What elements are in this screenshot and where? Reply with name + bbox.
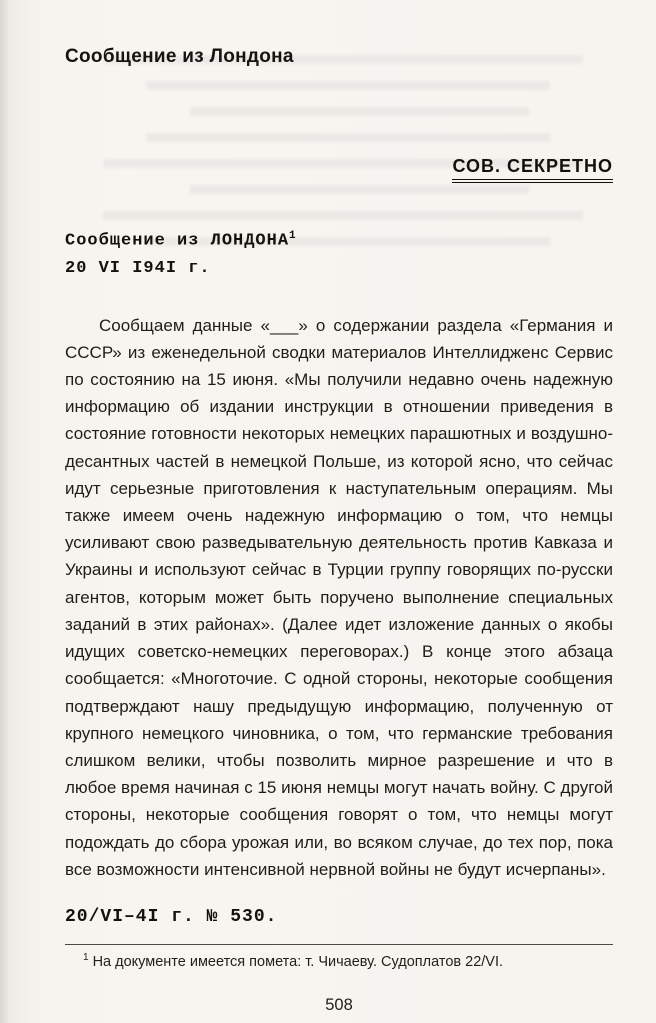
classification-stamp: СОВ. СЕКРЕТНО (452, 156, 613, 183)
footnote-text: На документе имеется помета: т. Чичаеву. Судоплатов 22/VI. (92, 953, 504, 970)
footnote-block (65, 944, 613, 970)
typed-header-date: 20 VI I94I г. (65, 258, 211, 278)
typed-header-title: Сообщение из ЛОНДОНА (65, 231, 290, 251)
document-body-paragraph: Сообщаем данные «___» о содержании раздела «Германия и СССР» из еженедельной сводки материалов Интеллидженс Сервис по состоянию на 15 июня. «Мы получили недавно очень надежную информацию об издании инструкции в отношении приведения в состояние готовности некоторых немецких парашютных и воздушно-десантных частей в немецкой Польше, из которой ясно, что сейчас идут серьезные приготовления к наступательным операциям. Мы также имеем очень надежную информацию о том, что немцы усиливают свою разведывательную деятельность против Кавказа и Украины и используют сейчас в Турции группу говорящих по-русски агентов, которым может быть поручено выполнение специальных заданий в этих районах». (Далее идет изложение данных о якобы идущих советско-немецких переговорах.) В конце этого абзаца сообщается: «Многоточие. С одной стороны, некоторые сообщения подтверждают нашу предыдущую информацию, полученную от крупного немецкого чиновника, о том, что германские требования слишком велики, чтобы позволить мирное разрешение и что в любое время начиная с 15 июня немцы могут начать войну. С другой стороны, некоторые сообщения говорят о том, что немцы могут подождать до сбора урожая или, во всяком случае, до тех пор, пока все возможности интенсивной нервной войны не будут исчерпаны». (65, 315, 613, 879)
classification-line (65, 156, 613, 183)
footnote-reference: 1 (289, 230, 297, 242)
footnote-marker: 1 (83, 951, 89, 963)
section-heading: Сообщение из Лондона (65, 46, 294, 67)
typed-header-line1 (65, 223, 613, 255)
typed-signoff-number: 20/VI–4I г. № 530. (65, 906, 278, 927)
typed-document-header (65, 223, 613, 282)
page-number: 508 (325, 995, 353, 1014)
